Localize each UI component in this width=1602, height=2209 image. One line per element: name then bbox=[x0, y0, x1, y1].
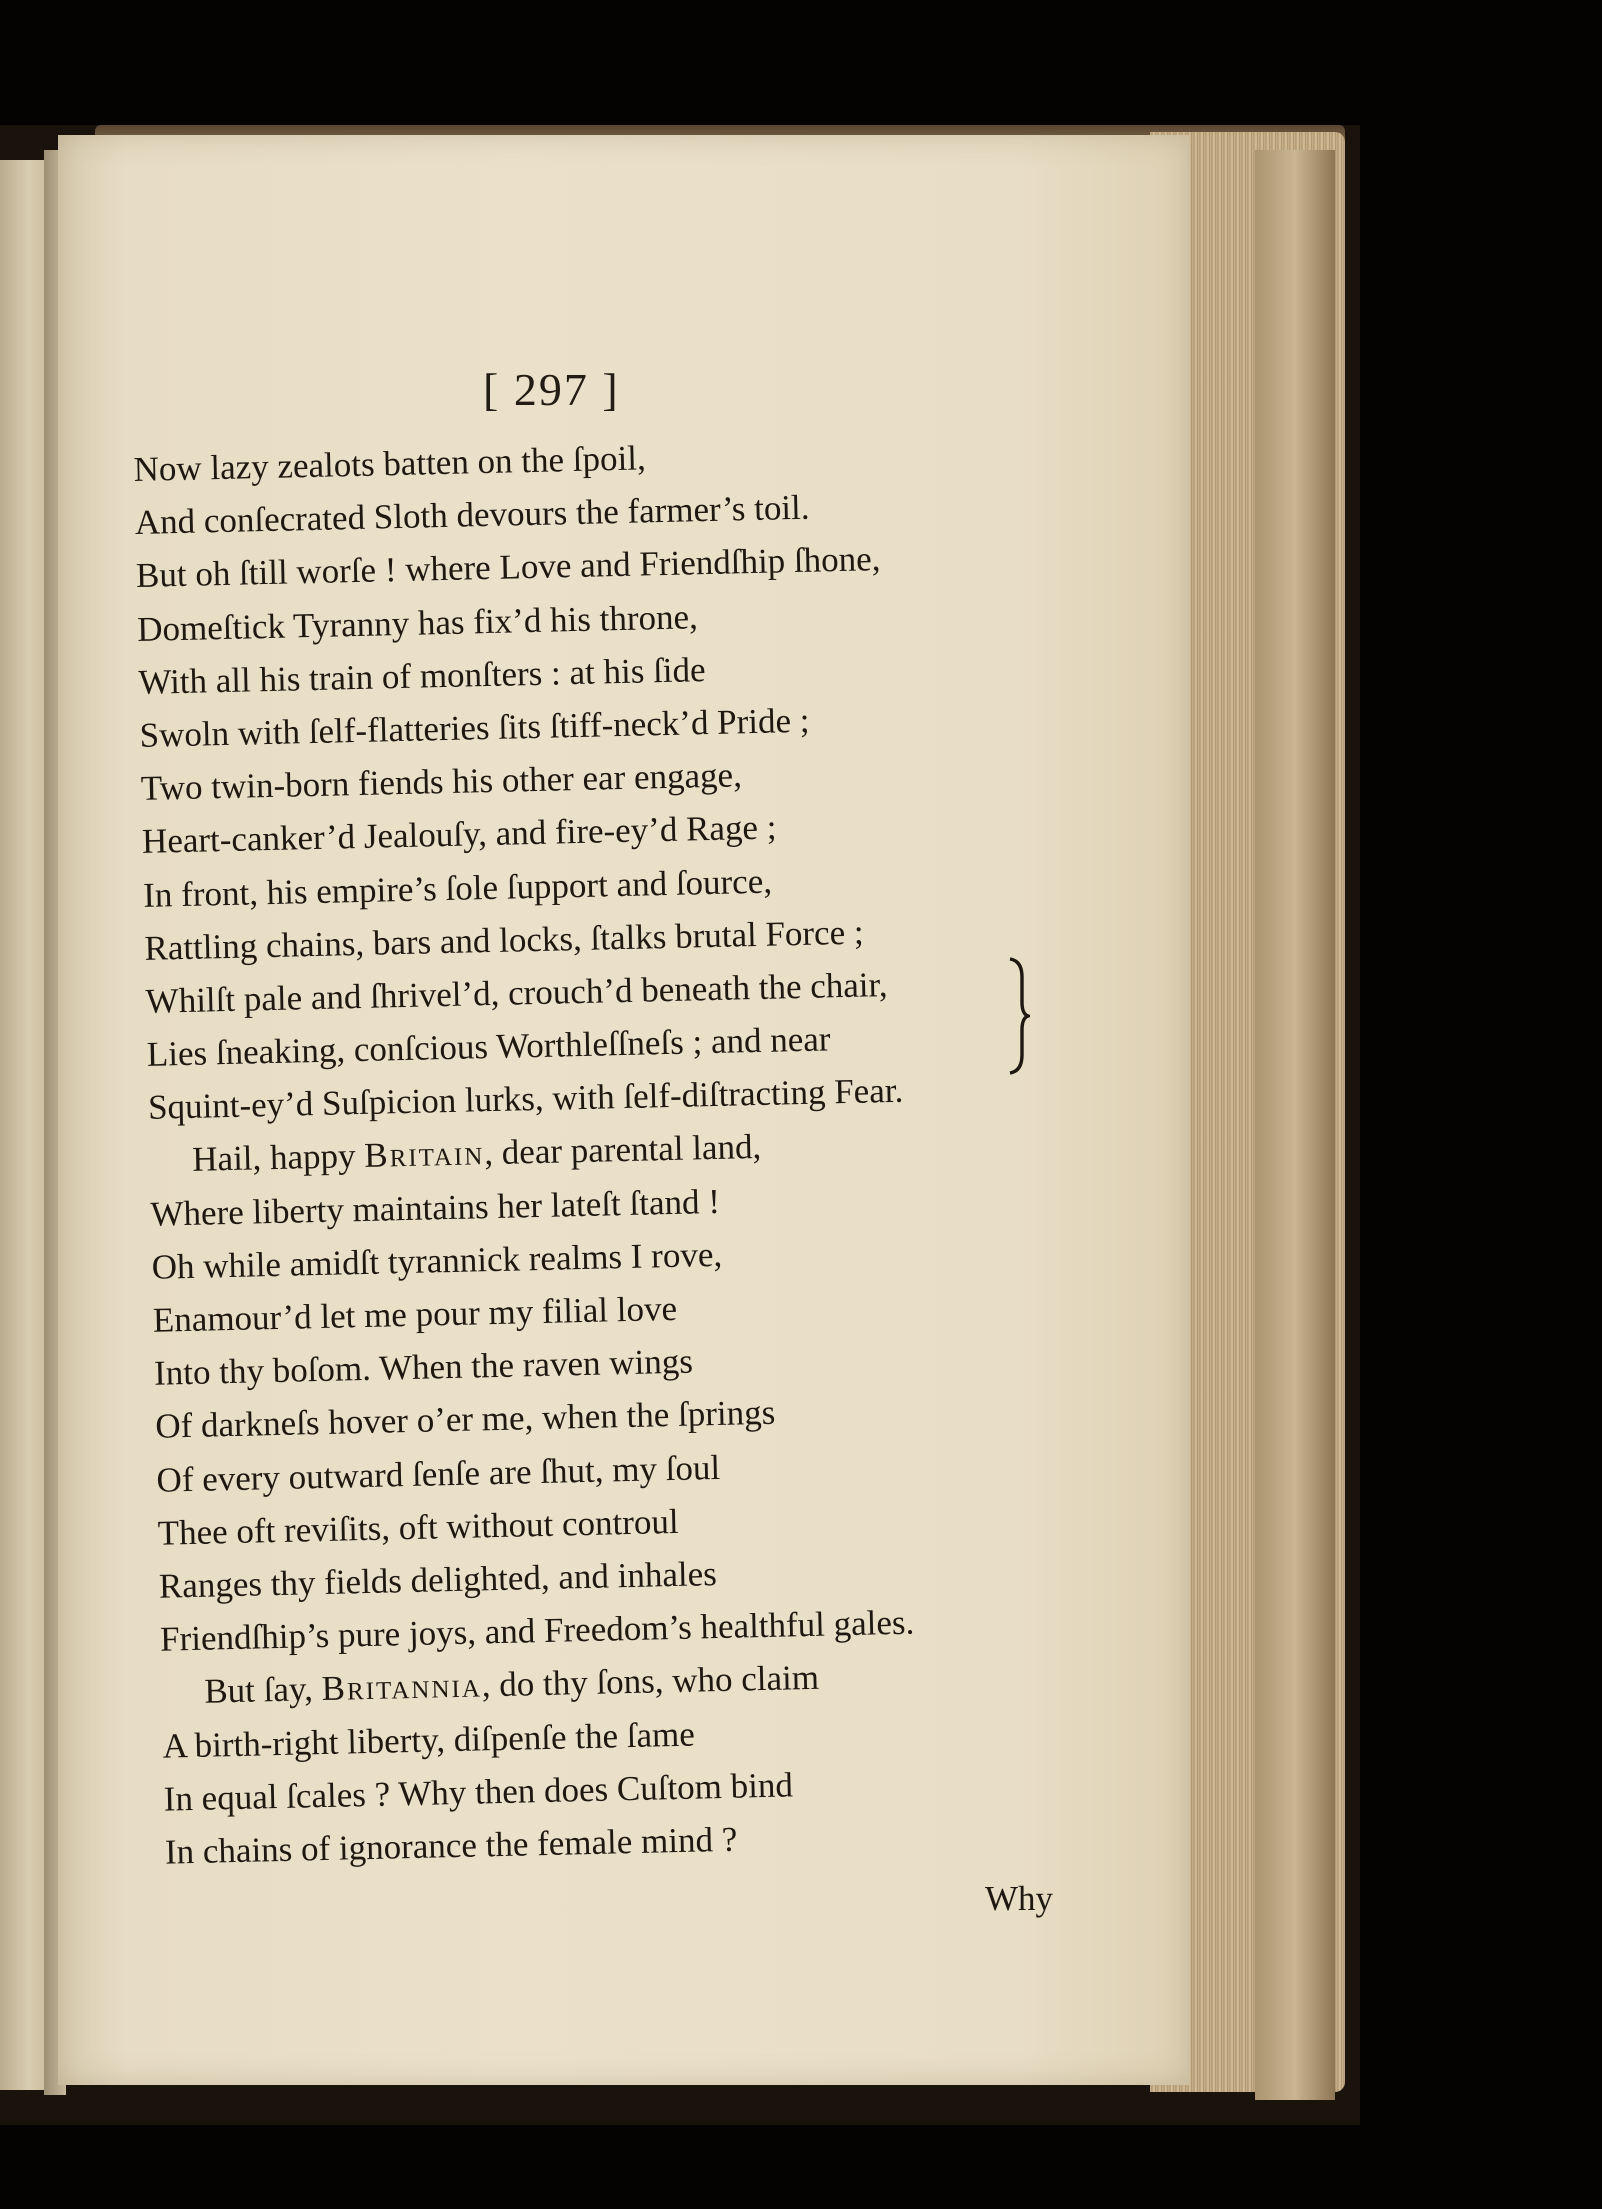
line-text: Squint-ey’d Suſpicion lurks, with ſelf-diſtracting Fear. bbox=[147, 1070, 904, 1128]
poem-text bbox=[133, 423, 1065, 1879]
line-text: Hail, happy bbox=[191, 1136, 365, 1180]
line-text: A birth-right liberty, diſpenſe the ſame bbox=[162, 1714, 696, 1766]
line-text: Whilſt pale and ſhrivel’d, crouch’d beneath the chair, bbox=[145, 964, 888, 1021]
line-text: In equal ſcales ? Why then does Cuſtom bind bbox=[163, 1765, 794, 1819]
line-text: Friendſhip’s pure joys, and Freedom’s healthful gales. bbox=[159, 1602, 915, 1659]
page-block-outer-edge bbox=[1255, 150, 1335, 2100]
line-text: Now lazy zealots batten on the ſpoil, bbox=[133, 438, 647, 489]
line-text: Where liberty maintains her lateſt ſtand ! bbox=[150, 1181, 721, 1234]
line-text: Domeſtick Tyranny has fix’d his throne, bbox=[136, 596, 699, 649]
page-number: [ 297 ] bbox=[483, 364, 620, 415]
line-text: In chains of ignorance the female mind ? bbox=[164, 1819, 738, 1872]
facing-page-edge bbox=[0, 160, 48, 2090]
line-text: But ſay, bbox=[203, 1669, 323, 1712]
triplet-brace bbox=[1008, 957, 1030, 1075]
line-text: Oh while amidſt tyrannick realms I rove, bbox=[151, 1234, 723, 1287]
line-text: Lies ſneaking, conſcious Worthleſſneſs ; and near bbox=[146, 1019, 831, 1074]
catchword: Why bbox=[985, 1879, 1054, 1918]
line-text: Enamour’d let me pour my filial love bbox=[152, 1288, 678, 1340]
line-text: Swoln with ſelf-flatteries ſits ſtiff-neck’d Pride ; bbox=[139, 700, 810, 755]
line-text: Two twin-born fiends his other ear engage, bbox=[140, 755, 743, 809]
line-text: But oh ſtill worſe ! where Love and Friendſhip ſhone, bbox=[135, 539, 881, 596]
small-caps-name: Britain bbox=[363, 1133, 485, 1176]
small-caps-name: Britannia bbox=[321, 1665, 483, 1709]
line-text: Of darkneſs hover o’er me, when the ſprings bbox=[154, 1393, 776, 1447]
line-text: Heart-canker’d Jealouſy, and fire-ey’d Rage ; bbox=[141, 807, 777, 862]
line-text: Into thy boſom. When the raven wings bbox=[153, 1341, 694, 1393]
line-text: In front, his empire’s ſole ſupport and ſource, bbox=[142, 861, 773, 915]
line-text: , dear parental land, bbox=[483, 1127, 762, 1173]
line-text: Thee oft reviſits, oft without controul bbox=[157, 1501, 680, 1553]
line-text: Of every outward ſenſe are ſhut, my ſoul bbox=[156, 1447, 721, 1500]
line-text: Ranges thy fields delighted, and inhales bbox=[158, 1553, 718, 1606]
line-text: And conſecrated Sloth devours the farmer’s toil. bbox=[134, 487, 810, 543]
line-text: Rattling chains, bars and locks, ſtalks brutal Force ; bbox=[144, 912, 865, 968]
line-text: , do thy ſons, who claim bbox=[481, 1658, 820, 1705]
book-page bbox=[58, 135, 1190, 2085]
line-text: With all his train of monſters : at his ſide bbox=[137, 649, 706, 702]
